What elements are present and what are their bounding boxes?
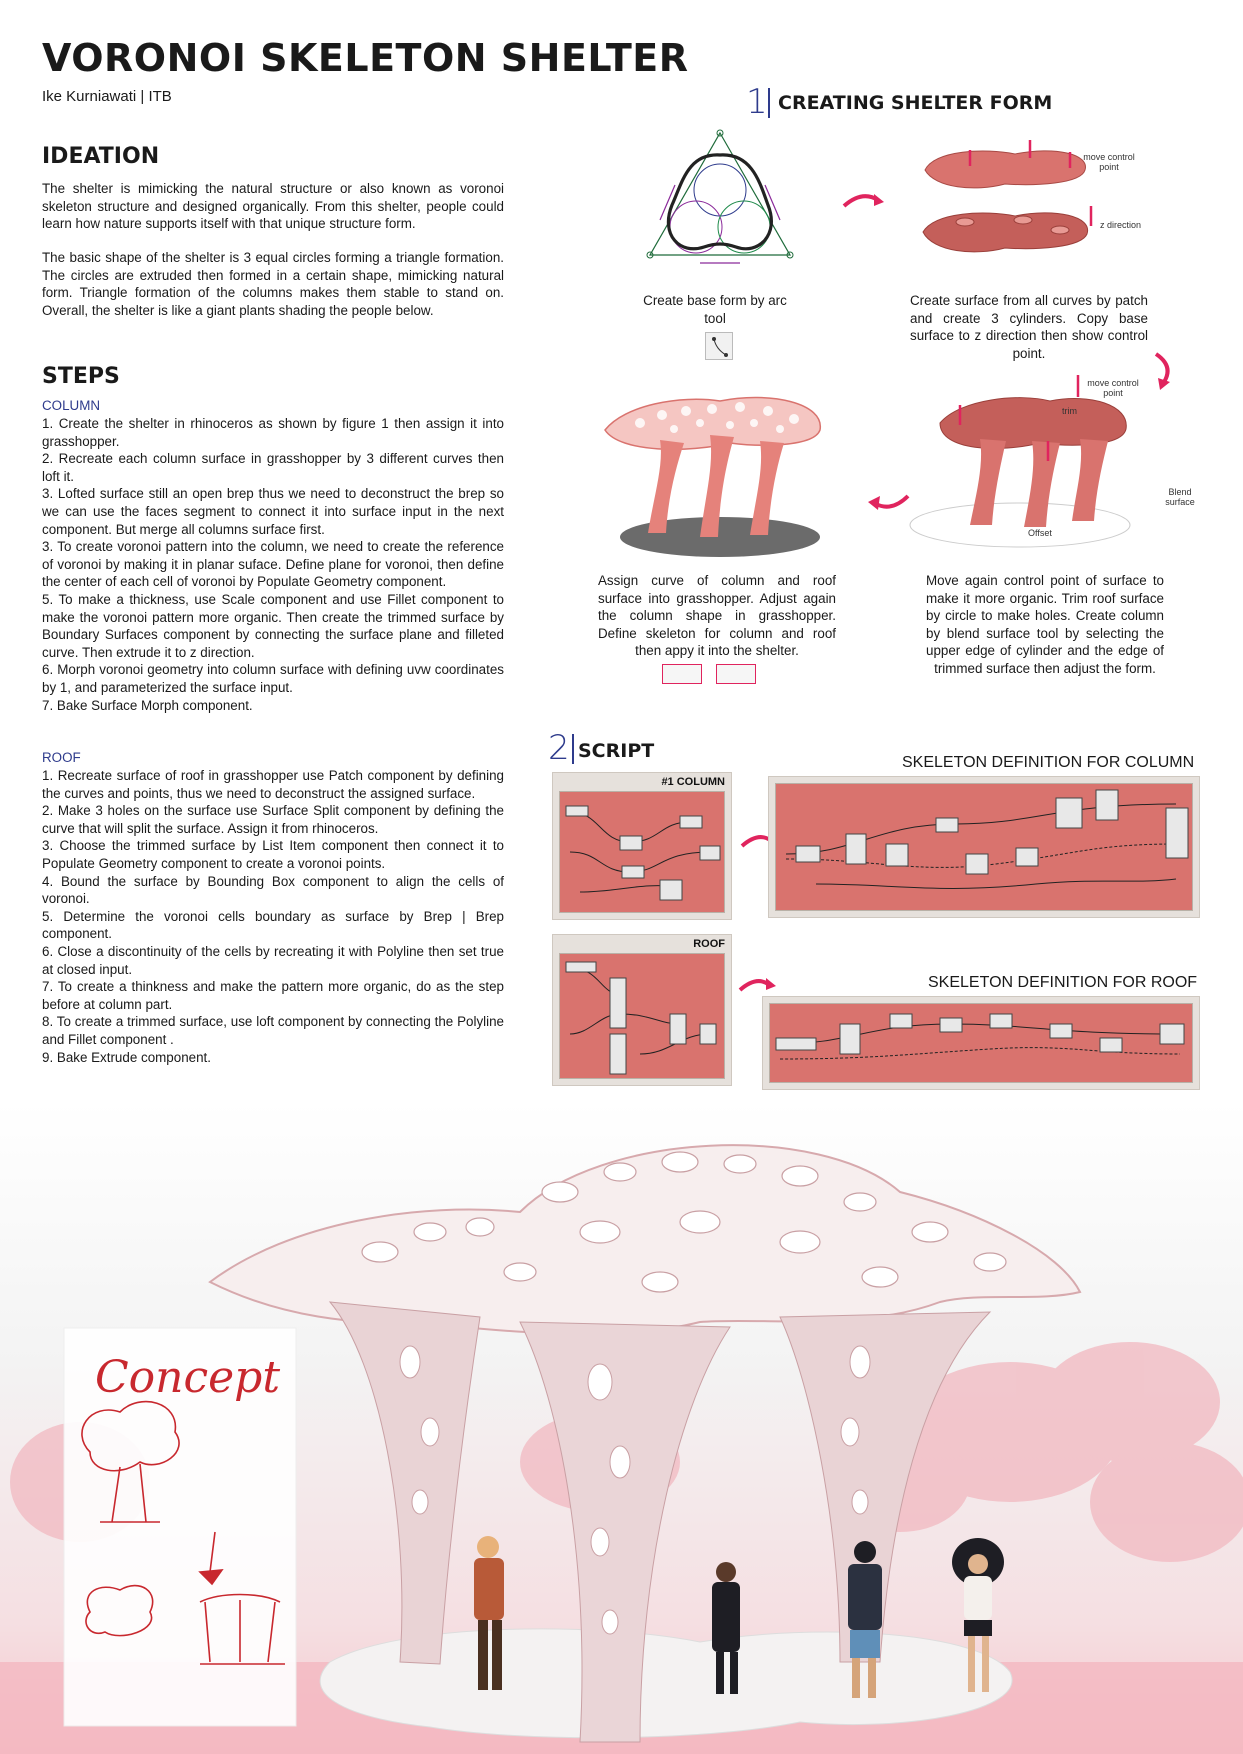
- list-item: 5. Determine the voronoi cells boundary as surface by Brep | Brep component.: [42, 908, 504, 942]
- list-item: 1. Create the shelter in rhinoceros as shown by figure 1 then assign it into grasshopper.: [42, 416, 504, 449]
- section-divider: [572, 734, 574, 764]
- column-label: COLUMN: [42, 398, 101, 413]
- roof-steps-list: [42, 767, 504, 1066]
- column-script-graph: [560, 792, 726, 914]
- list-item: 3. Choose the trimmed surface by List Item component then connect it to Populate Geometry component to create a voronoi points.: [42, 838, 504, 871]
- roof-script-graph: [560, 954, 726, 1080]
- annot-move-control-1: move control point: [1083, 152, 1135, 172]
- column-steps-list: [42, 415, 504, 714]
- roof-script-label: ROOF: [693, 938, 725, 950]
- arc-tool-icon: [705, 332, 733, 360]
- section-1-title: CREATING SHELTER FORM: [778, 92, 1053, 114]
- column-script-panel: [552, 772, 732, 920]
- annot-z-direction: z direction: [1100, 220, 1142, 230]
- list-item: 9. Bake Extrude component.: [42, 1049, 211, 1065]
- annot-trim: trim: [1062, 406, 1077, 416]
- grasshopper-brep-icon: [662, 664, 702, 684]
- annot-offset: Offset: [1028, 528, 1052, 538]
- roof-definition-graph: [770, 1004, 1194, 1084]
- caption-move-control: Move again control point of surface to make it more organic. Trim roof surface by circle to make holes. Create column by blend surface tool by selecting the upper edge of cylinder and the edge of trimmed surface then adjust the form.: [926, 573, 1164, 676]
- column-script-canvas: [559, 791, 725, 913]
- list-item: 7. Bake Surface Morph component.: [42, 697, 253, 713]
- list-item: 3. Lofted surface still an open brep thus we need to deconstruct the brep so we can use the faces segment to connect it into surface input in the next component. But merge all columns surface first.: [42, 486, 504, 537]
- arrow-left-icon: [866, 490, 912, 514]
- list-item: 7. To create a thinkness and make the pattern more organic, do as the step before at column part.: [42, 979, 504, 1012]
- concept-sketch-title: Concept: [95, 1352, 281, 1403]
- section-1-number: 1: [746, 82, 768, 122]
- caption-assign-curve: Assign curve of column and roof surface into grasshopper. Adjust again the column shape in grasshopper. Define skeleton for column and roof then appy it into the shelter.: [598, 573, 836, 659]
- column-definition-canvas: [775, 783, 1193, 911]
- list-item: 5. To make a thickness, use Scale component and use Fillet component to make the voronoi pattern more organic. Then create the trimmed surface by Boundary Surfaces component by connecting the surface plane and filleted curve. Then extrude it to z direction.: [42, 591, 504, 660]
- list-item: 2. Recreate each column surface in grasshopper by 3 different curves then loft it.: [42, 451, 504, 484]
- list-item: 6. Morph voronoi geometry into column surface with defining uvw coordinates by 1, and parameterized the surface input.: [42, 662, 504, 695]
- def-column-title: SKELETON DEFINITION FOR COLUMN: [902, 754, 1195, 771]
- list-item: 8. To create a trimmed surface, use loft component by connecting the Polyline and Fillet component .: [42, 1014, 504, 1047]
- section-2-number: 2: [548, 728, 570, 768]
- list-item: 4. Bound the surface by Bounding Box component to align the cells of voronoi.: [42, 873, 504, 907]
- caption-create-surface: Create surface from all curves by patch and create 3 cylinders. Copy base surface to z direction then show control point.: [910, 293, 1148, 361]
- roof-definition-canvas: [769, 1003, 1193, 1083]
- annot-blend-surface: Blend surface: [1165, 487, 1195, 507]
- roof-definition-panel: [762, 996, 1200, 1090]
- section-2-title: SCRIPT: [578, 740, 655, 762]
- roof-label: ROOF: [42, 750, 81, 765]
- hero-render: [0, 1102, 1243, 1754]
- author-line: Ike Kurniawati | ITB: [42, 88, 172, 105]
- arrow-down-icon: [1150, 352, 1180, 392]
- base-form-diagram: [640, 125, 800, 265]
- list-item: 2. Make 3 holes on the surface use Surface Split component by defining the curve that will split the surface. Assign it from rhinoceros.: [42, 803, 504, 836]
- column-script-label: #1 COLUMN: [661, 776, 725, 788]
- ideation-paragraph-2: The basic shape of the shelter is 3 equal circles forming a triangle formation. The circles are extruded then formed in a certain shape, mimicking natural form. Triangle formation of the columns makes them stable to stand on. Overall, the shelter is like a giant plants shading the people below.: [42, 250, 504, 318]
- voronoi-shelter-render: [600, 385, 830, 560]
- caption-base-form: Create base form by arc tool: [643, 293, 787, 326]
- steps-heading: STEPS: [42, 364, 120, 389]
- arrow-right-icon: [840, 188, 886, 212]
- section-divider: [768, 88, 770, 118]
- column-definition-panel: [768, 776, 1200, 918]
- ideation-heading: IDEATION: [42, 144, 160, 169]
- control-point-shelter: [900, 375, 1140, 555]
- annot-move-control-2: move control point: [1087, 378, 1139, 398]
- list-item: 3. To create voronoi pattern into the column, we need to create the reference of voronoi by making it in planar suface. Define plane for voronoi, then define the center of each cell of voronoi by Populate Geometry component.: [42, 539, 504, 590]
- ideation-paragraph-1: The shelter is mimicking the natural structure or also known as voronoi skeleton structure and designed organically. From this shelter, people could learn how nature supports itself with that unique structure form.: [42, 181, 504, 232]
- list-item: 1. Recreate surface of roof in grasshopper use Patch component by defining the curves and points, thus we need to deconstruct the assigned surface.: [42, 768, 504, 801]
- grasshopper-surface-icon: [716, 664, 756, 684]
- page-title: VORONOI SKELETON SHELTER: [42, 36, 689, 80]
- column-definition-graph: [776, 784, 1194, 912]
- arrow-right-icon: [738, 974, 778, 996]
- list-item: 6. Close a discontinuity of the cells by recreating it with Polyline then set true at closed input.: [42, 943, 504, 977]
- roof-script-canvas: [559, 953, 725, 1079]
- def-roof-title: SKELETON DEFINITION FOR ROOF: [928, 974, 1198, 991]
- shelter-illustration: [0, 1102, 1243, 1754]
- roof-script-panel: [552, 934, 732, 1086]
